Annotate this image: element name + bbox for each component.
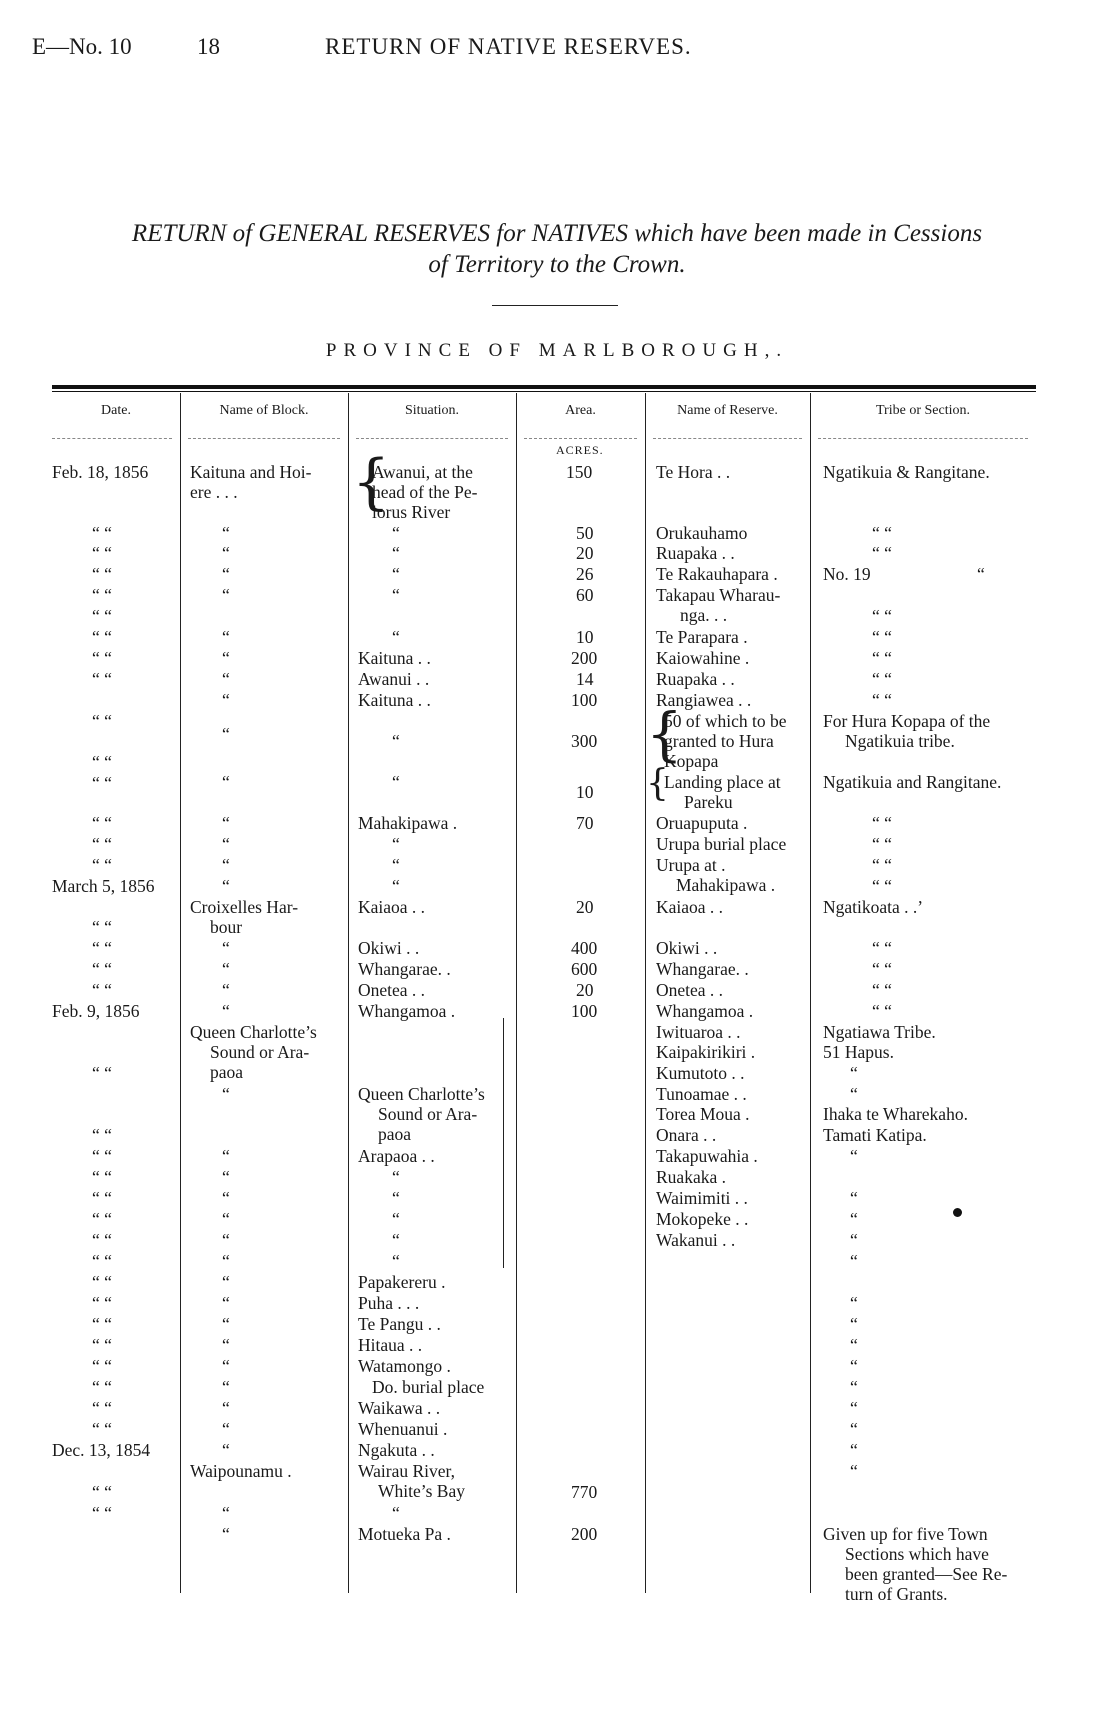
table-cell-block: “ <box>222 813 230 833</box>
table-cell-block: “ <box>222 1001 230 1021</box>
table-cell-situation: “ <box>392 876 400 896</box>
header-block: Name of Block. <box>219 403 309 418</box>
table-cell-block: “ <box>222 1419 230 1439</box>
table-cell-tribe: turn of Grants. <box>845 1584 948 1604</box>
table-cell-reserve: Takapuwahia . <box>656 1146 758 1166</box>
table-cell-tribe: “ <box>850 1356 858 1376</box>
table-cell-date: “ “ <box>92 1398 112 1418</box>
table-cell-reserve: Whangamoa . <box>656 1001 754 1021</box>
table-cell-tribe: Given up for five Town <box>823 1524 988 1544</box>
table-cell-block: Waipounamu . <box>190 1461 292 1481</box>
column-divider <box>645 393 646 1593</box>
table-cell-tribe: “ <box>850 1461 858 1481</box>
table-cell-area: 60 <box>576 585 594 605</box>
table-cell-tribe: “ <box>977 564 985 584</box>
table-cell-situation: “ <box>392 1188 400 1208</box>
table-cell-tribe: “ <box>850 1335 858 1355</box>
table-cell-situation: Do. burial place <box>372 1377 485 1397</box>
table-cell-situation: Kaituna . . <box>358 648 431 668</box>
table-cell-reserve: Torea Moua . <box>656 1104 750 1124</box>
table-cell-date: “ “ <box>92 523 112 543</box>
header-rule <box>52 438 172 439</box>
table-cell-situation: “ <box>392 1209 400 1229</box>
table-cell-date: “ “ <box>92 1125 112 1145</box>
table-cell-tribe: “ <box>850 1293 858 1313</box>
table-cell-area: 26 <box>576 564 594 584</box>
table-cell-area: 400 <box>571 938 598 958</box>
table-cell-area: 300 <box>571 731 598 751</box>
table-cell-situation: “ <box>392 523 400 543</box>
table-cell-block: “ <box>222 724 230 744</box>
area-unit-label: ACRES. <box>556 443 604 457</box>
table-cell-block: “ <box>222 855 230 875</box>
table-cell-tribe: “ <box>850 1230 858 1250</box>
table-cell-situation: “ <box>392 543 400 563</box>
table-cell-reserve: Kopapa <box>664 751 719 771</box>
table-cell-block: “ <box>222 1251 230 1271</box>
table-cell-date: “ “ <box>92 543 112 563</box>
table-cell-date: “ “ <box>92 938 112 958</box>
table-cell-date: “ “ <box>92 1482 112 1502</box>
table-cell-situation: “ <box>392 1503 400 1523</box>
table-cell-block: ere . . . <box>190 482 238 502</box>
table-cell-date: “ “ <box>92 1335 112 1355</box>
table-cell-block: “ <box>222 564 230 584</box>
table-cell-reserve: Pareku <box>684 792 733 812</box>
table-cell-situation: “ <box>392 585 400 605</box>
column-divider <box>180 393 181 1593</box>
table-cell-date: “ “ <box>92 1167 112 1187</box>
table-cell-block: “ <box>222 648 230 668</box>
table-cell-reserve: nga. . . <box>680 605 728 625</box>
table-cell-tribe: “ “ <box>872 980 892 1000</box>
table-cell-tribe: “ “ <box>872 523 892 543</box>
table-cell-date: “ “ <box>92 813 112 833</box>
table-cell-reserve: Te Hora . . <box>656 462 731 482</box>
table-cell-situation: “ <box>392 1167 400 1187</box>
table-cell-area: 10 <box>576 627 594 647</box>
table-cell-date: “ “ <box>92 711 112 731</box>
table-cell-date: “ “ <box>92 1251 112 1271</box>
title-divider <box>492 305 618 306</box>
table-cell-tribe: Tamati Katipa. <box>823 1125 927 1145</box>
table-cell-tribe: “ <box>850 1084 858 1104</box>
table-cell-tribe: “ <box>850 1188 858 1208</box>
table-cell-area: 20 <box>576 543 594 563</box>
table-cell-situation: Puha . . . <box>358 1293 420 1313</box>
table-cell-date: Feb. 18, 1856 <box>52 462 149 482</box>
table-cell-date: “ “ <box>92 585 112 605</box>
table-cell-situation: Onetea . . <box>358 980 426 1000</box>
table-cell-area: 20 <box>576 980 594 1000</box>
title-line-2: of Territory to the Crown. <box>428 251 686 278</box>
table-cell-date: March 5, 1856 <box>52 876 155 896</box>
header-area: Area. <box>565 403 596 418</box>
table-cell-date: “ “ <box>92 773 112 793</box>
table-cell-situation: paoa <box>378 1124 412 1144</box>
table-cell-situation: Motueka Pa . <box>358 1524 451 1544</box>
table-cell-block: “ <box>222 690 230 710</box>
table-cell-area: 770 <box>571 1482 598 1502</box>
table-cell-block: “ <box>222 834 230 854</box>
table-cell-block: “ <box>222 1230 230 1250</box>
column-divider <box>516 393 517 1593</box>
table-cell-tribe: “ “ <box>872 813 892 833</box>
table-cell-situation: Mahakipawa . <box>358 813 458 833</box>
table-cell-situation: White’s Bay <box>378 1481 465 1501</box>
table-cell-block: “ <box>222 1084 230 1104</box>
table-top-rule-thin <box>52 391 1036 392</box>
table-cell-situation: Okiwi . . <box>358 938 420 958</box>
table-cell-block: “ <box>222 1440 230 1460</box>
table-cell-block: “ <box>222 1398 230 1418</box>
table-cell-tribe: “ <box>850 1314 858 1334</box>
table-cell-date: Feb. 9, 1856 <box>52 1001 140 1021</box>
table-cell-reserve: Okiwi . . <box>656 938 718 958</box>
table-cell-area: 70 <box>576 813 594 833</box>
table-cell-block: Croixelles Har- <box>190 897 299 917</box>
table-cell-tribe: “ <box>850 1419 858 1439</box>
table-cell-date: “ “ <box>92 627 112 647</box>
table-cell-date: “ “ <box>92 855 112 875</box>
table-cell-situation: “ <box>392 772 400 792</box>
table-cell-block: “ <box>222 1524 230 1544</box>
table-cell-tribe: “ “ <box>872 648 892 668</box>
table-cell-situation: “ <box>392 1251 400 1271</box>
header-reserve: Name of Reserve. <box>677 403 778 418</box>
table-cell-situation: Whangarae. . <box>358 959 451 979</box>
table-cell-reserve: Onetea . . <box>656 980 724 1000</box>
table-cell-reserve: Te Rakauhapara . <box>656 564 778 584</box>
table-cell-date: “ “ <box>92 917 112 937</box>
table-top-rule <box>52 385 1036 389</box>
table-cell-tribe: been granted—See Re- <box>845 1564 1008 1584</box>
table-cell-tribe: Sections which have <box>845 1544 989 1564</box>
table-cell-block: “ <box>222 627 230 647</box>
table-cell-date: “ “ <box>92 1146 112 1166</box>
table-cell-reserve: Whangarae. . <box>656 959 749 979</box>
brace-icon: { <box>352 447 391 517</box>
table-cell-situation: head of the Pe- <box>372 482 478 502</box>
table-cell-tribe: Ngatikuia & Rangitane. <box>823 462 990 482</box>
table-cell-reserve: Ruapaka . . <box>656 669 735 689</box>
table-cell-situation: Whenuanui . <box>358 1419 448 1439</box>
table-cell-area: 100 <box>571 1001 598 1021</box>
table-cell-block: “ <box>222 1356 230 1376</box>
table-cell-situation: Hitaua . . <box>358 1335 423 1355</box>
brace-icon: { <box>646 763 669 804</box>
table-cell-block: “ <box>222 523 230 543</box>
stray-mark <box>953 1208 962 1217</box>
header-rule <box>653 438 802 439</box>
table-cell-situation: Te Pangu . . <box>358 1314 441 1334</box>
table-cell-reserve: Kaiowahine . <box>656 648 750 668</box>
table-cell-reserve: 50 of which to be <box>664 711 787 731</box>
province-heading: PROVINCE OF MARLBOROUGH,. <box>325 340 789 361</box>
table-cell-situation: Kaituna . . <box>358 690 431 710</box>
table-cell-tribe: “ “ <box>872 959 892 979</box>
table-cell-reserve: Mahakipawa . <box>676 875 776 895</box>
document-ref: E—No. 10 <box>32 34 132 59</box>
table-cell-reserve: Rangiawea . . <box>656 690 752 710</box>
table-cell-situation: Watamongo . <box>358 1356 451 1376</box>
table-cell-tribe: “ <box>850 1146 858 1166</box>
table-cell-date: “ “ <box>92 1356 112 1376</box>
table-cell-tribe: “ <box>850 1251 858 1271</box>
table-cell-tribe: Ngatikuia tribe. <box>845 731 955 751</box>
table-cell-block: “ <box>222 1503 230 1523</box>
table-cell-tribe: Ngatiawa Tribe. <box>823 1022 936 1042</box>
table-cell-block: “ <box>222 669 230 689</box>
table-cell-date: “ “ <box>92 1377 112 1397</box>
table-cell-tribe: “ “ <box>872 1001 892 1021</box>
table-cell-tribe: No. 19 <box>823 564 871 584</box>
table-cell-block: “ <box>222 585 230 605</box>
table-cell-tribe: For Hura Kopapa of the <box>823 711 991 731</box>
table-cell-area: 14 <box>576 669 594 689</box>
table-cell-situation: “ <box>392 564 400 584</box>
table-cell-reserve: Mokopeke . . <box>656 1209 749 1229</box>
table-cell-situation: Papakereru . <box>358 1272 446 1292</box>
table-cell-date: “ “ <box>92 1503 112 1523</box>
table-cell-block: “ <box>222 959 230 979</box>
table-cell-reserve: granted to Hura <box>664 731 774 751</box>
table-cell-reserve: Wakanui . . <box>656 1230 736 1250</box>
table-cell-date: “ “ <box>92 669 112 689</box>
table-cell-date: “ “ <box>92 959 112 979</box>
table-cell-block: “ <box>222 876 230 896</box>
table-cell-tribe: “ “ <box>872 690 892 710</box>
table-cell-block: “ <box>222 1335 230 1355</box>
table-cell-reserve: Kaipakirikiri . <box>656 1042 756 1062</box>
table-cell-reserve: Orukauhamo <box>656 523 748 543</box>
table-cell-date: “ “ <box>92 564 112 584</box>
table-cell-situation: lorus River <box>372 502 451 522</box>
table-cell-block: “ <box>222 1377 230 1397</box>
table-cell-area: 200 <box>571 1524 598 1544</box>
table-cell-tribe: “ <box>850 1398 858 1418</box>
table-cell-tribe: “ “ <box>872 627 892 647</box>
table-cell-reserve: Tunoamae . . <box>656 1084 747 1104</box>
table-cell-area: 600 <box>571 959 598 979</box>
table-cell-situation: Queen Charlotte’s <box>358 1084 485 1104</box>
table-cell-block: “ <box>222 1293 230 1313</box>
table-cell-date: “ “ <box>92 834 112 854</box>
table-cell-block: “ <box>222 938 230 958</box>
column-divider <box>348 393 349 1593</box>
grouping-bracket <box>503 1018 504 1268</box>
table-cell-area: 100 <box>571 690 598 710</box>
table-cell-block: “ <box>222 1314 230 1334</box>
header-rule <box>818 438 1028 439</box>
table-cell-situation: “ <box>392 1230 400 1250</box>
table-cell-situation: Awanui, at the <box>372 462 473 482</box>
table-cell-situation: Whangamoa . <box>358 1001 456 1021</box>
header-rule <box>356 438 508 439</box>
table-cell-block: “ <box>222 543 230 563</box>
table-cell-situation: “ <box>392 855 400 875</box>
table-cell-situation: “ <box>392 627 400 647</box>
table-cell-block: paoa <box>210 1062 244 1082</box>
table-cell-date: “ “ <box>92 1063 112 1083</box>
table-cell-block: Kaituna and Hoi- <box>190 462 312 482</box>
table-cell-reserve: Waimimiti . . <box>656 1188 748 1208</box>
header-tribe: Tribe or Section. <box>876 403 970 418</box>
table-cell-date: “ “ <box>92 1230 112 1250</box>
table-cell-tribe: Ngatikoata . .’ <box>823 897 924 917</box>
table-cell-date: “ “ <box>92 1314 112 1334</box>
table-cell-tribe: “ <box>850 1377 858 1397</box>
table-cell-reserve: Oruapuputa . <box>656 813 748 833</box>
table-cell-block: “ <box>222 1146 230 1166</box>
table-cell-situation: Kaiaoa . . <box>358 897 426 917</box>
table-cell-reserve: Iwituaroa . . <box>656 1022 741 1042</box>
page-title <box>40 218 1074 280</box>
table-cell-reserve: Landing place at <box>664 772 781 792</box>
table-cell-area: 150 <box>566 462 593 482</box>
table-cell-situation: Waikawa . . <box>358 1398 441 1418</box>
table-cell-tribe: 51 Hapus. <box>823 1042 894 1062</box>
title-line-1: RETURN of GENERAL RESERVES for NATIVES which have been made in Cessions <box>131 220 983 247</box>
table-cell-situation: Wairau River, <box>358 1461 456 1481</box>
table-cell-situation: “ <box>392 834 400 854</box>
table-cell-situation: “ <box>392 731 400 751</box>
table-cell-date: “ “ <box>92 1188 112 1208</box>
header-date: Date. <box>101 403 131 418</box>
table-cell-tribe: “ “ <box>872 938 892 958</box>
table-cell-block: “ <box>222 1188 230 1208</box>
table-cell-block: Sound or Ara- <box>210 1042 310 1062</box>
table-cell-block: “ <box>222 1167 230 1187</box>
table-cell-tribe: “ “ <box>872 855 892 875</box>
table-cell-tribe: “ <box>850 1209 858 1229</box>
header-rule <box>188 438 340 439</box>
table-cell-tribe: “ “ <box>872 606 892 626</box>
table-cell-date: “ “ <box>92 1272 112 1292</box>
header-situation: Situation. <box>404 403 460 418</box>
table-cell-area: 200 <box>571 648 598 668</box>
table-cell-tribe: “ “ <box>872 876 892 896</box>
table-cell-date: “ “ <box>92 648 112 668</box>
table-cell-tribe: Ngatikuia and Rangitane. <box>823 772 1002 792</box>
table-cell-area: 50 <box>576 523 594 543</box>
table-cell-block: “ <box>222 980 230 1000</box>
table-cell-reserve: Takapau Wharau- <box>656 585 781 605</box>
table-cell-situation: Arapaoa . . <box>358 1146 435 1166</box>
table-cell-reserve: Te Parapara . <box>656 627 748 647</box>
table-cell-situation: Ngakuta . . <box>358 1440 435 1460</box>
table-cell-reserve: Onara . . <box>656 1125 717 1145</box>
table-cell-tribe: “ <box>850 1440 858 1460</box>
table-cell-block: “ <box>222 772 230 792</box>
running-title: RETURN OF NATIVE RESERVES. <box>325 34 692 59</box>
table-cell-block: Queen Charlotte’s <box>190 1022 317 1042</box>
table-cell-reserve: Kumutoto . . <box>656 1063 745 1083</box>
table-cell-tribe: “ “ <box>872 543 892 563</box>
table-cell-date: “ “ <box>92 1209 112 1229</box>
table-cell-tribe: “ “ <box>872 669 892 689</box>
table-cell-reserve: Urupa burial place <box>656 834 787 854</box>
table-cell-tribe: Ihaka te Wharekaho. <box>823 1104 968 1124</box>
table-cell-block: bour <box>210 917 243 937</box>
table-cell-date: “ “ <box>92 1293 112 1313</box>
table-cell-tribe: “ <box>850 1063 858 1083</box>
table-cell-reserve: Urupa at . <box>656 855 726 875</box>
table-cell-block: “ <box>222 1272 230 1292</box>
brace-icon: { <box>646 700 683 768</box>
table-cell-reserve: Ruapaka . . <box>656 543 735 563</box>
table-cell-date: “ “ <box>92 752 112 772</box>
table-cell-situation: Sound or Ara- <box>378 1104 478 1124</box>
page-number: 18 <box>197 34 220 59</box>
table-cell-date: “ “ <box>92 606 112 626</box>
table-cell-reserve: Kaiaoa . . <box>656 897 724 917</box>
table-cell-reserve: Ruakaka . <box>656 1167 726 1187</box>
table-cell-area: 20 <box>576 897 594 917</box>
header-rule <box>524 438 637 439</box>
running-header <box>0 34 1114 66</box>
table-cell-block: “ <box>222 1209 230 1229</box>
column-divider <box>810 393 811 1593</box>
table-cell-tribe: “ “ <box>872 834 892 854</box>
table-cell-date: “ “ <box>92 1419 112 1439</box>
table-cell-date: “ “ <box>92 980 112 1000</box>
table-cell-date: Dec. 13, 1854 <box>52 1440 151 1460</box>
table-cell-situation: Awanui . . <box>358 669 430 689</box>
table-cell-area: 10 <box>576 782 594 802</box>
